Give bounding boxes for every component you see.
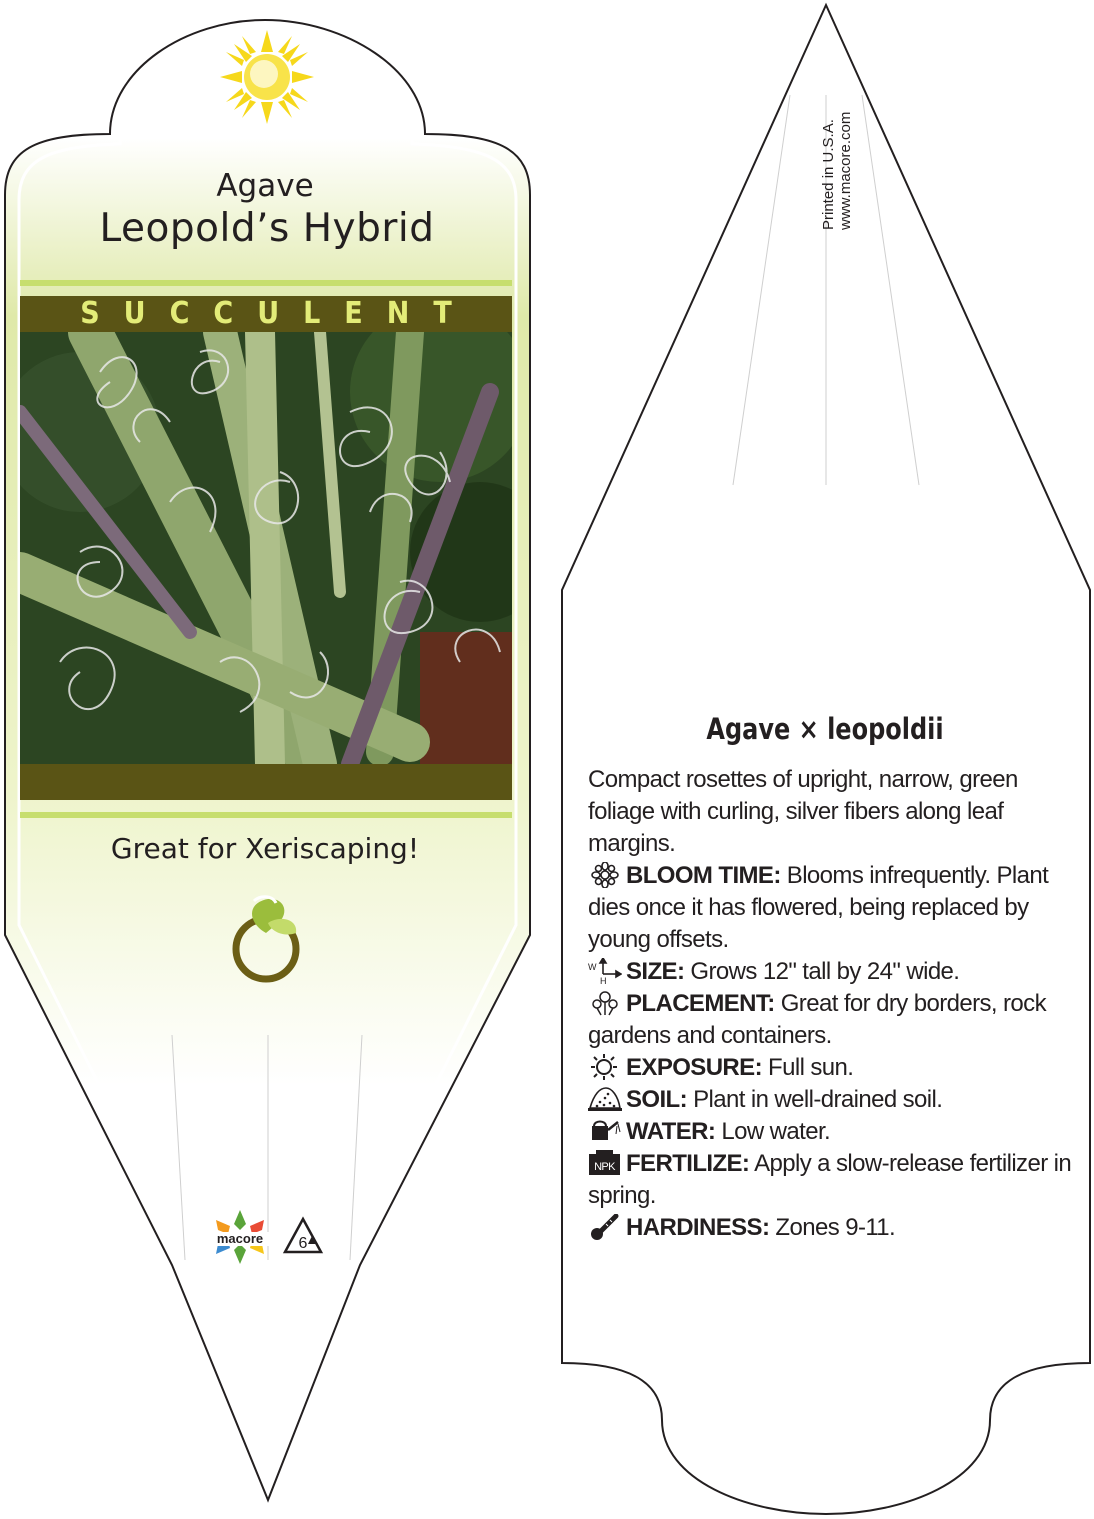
fertilizer-icon	[588, 1150, 622, 1176]
water-row	[588, 1116, 1074, 1148]
macore-logo	[208, 1208, 272, 1266]
soil-label: SOIL:	[626, 1086, 687, 1113]
water-label: WATER:	[626, 1118, 716, 1145]
size-text: Grows 12" tall by 24" wide.	[684, 958, 960, 985]
svg-text:NPK: NPK	[594, 1161, 615, 1173]
hardiness-row	[588, 1212, 1074, 1244]
cultivar-name: Leopold’s Hybrid	[99, 206, 435, 251]
soil-row	[588, 1084, 1074, 1116]
exposure-label: EXPOSURE:	[626, 1054, 762, 1081]
hardiness-label: HARDINESS:	[626, 1214, 770, 1241]
svg-text:W: W	[588, 962, 596, 972]
tagline: Great for Xeriscaping!	[110, 832, 420, 865]
macore-logo-text: macore	[216, 1231, 264, 1246]
size-row	[588, 956, 1074, 988]
flower-icon	[588, 862, 622, 888]
placement-row	[588, 988, 1074, 1052]
plant-description: Compact rosettes of upright, narrow, green foliage with curling, silver fibers along leaf margins.	[588, 766, 1018, 857]
fertilize-label: FERTILIZE:	[626, 1150, 750, 1177]
water-text: Low water.	[715, 1118, 831, 1145]
soil-icon	[588, 1086, 622, 1112]
fertilize-text: Apply a slow-release fertilizer in spring.	[588, 1150, 1072, 1209]
exposure-row	[588, 1052, 1074, 1084]
watering-can-icon	[588, 1118, 622, 1144]
genus-name: Agave	[216, 168, 314, 204]
recycle-code: 6	[298, 1235, 308, 1252]
top-green-rule	[20, 280, 512, 286]
fertilize-row	[588, 1148, 1074, 1212]
printer-credit	[820, 60, 854, 230]
website: www.macore.com	[837, 111, 854, 230]
care-info	[588, 764, 1074, 1244]
soil-text: Plant in well-drained soil.	[687, 1086, 943, 1113]
placement-icon	[588, 990, 622, 1016]
bloom-time-text: Blooms infrequently. Plant dies once it has flowered, being replaced by young offsets.	[588, 862, 1049, 953]
bloom-time-label: BLOOM TIME:	[626, 862, 781, 889]
placement-label: PLACEMENT:	[626, 990, 775, 1017]
svg-text:H: H	[600, 976, 606, 984]
category-band: SUCCULENT	[20, 296, 512, 332]
sprout-icon	[228, 893, 304, 985]
placement-text: Great for dry borders, rock gardens and containers.	[588, 990, 1046, 1049]
bloom-time-row	[588, 860, 1074, 956]
size-label: SIZE:	[626, 958, 685, 985]
full-sun-icon	[220, 30, 314, 124]
exposure-text: Full sun.	[761, 1054, 854, 1081]
thermometer-icon	[588, 1214, 622, 1240]
bottom-green-rule	[20, 812, 512, 818]
size-icon	[588, 958, 622, 984]
recycle-icon	[282, 1216, 324, 1256]
hardiness-text: Zones 9-11.	[769, 1214, 896, 1241]
photo-footer-band	[20, 764, 512, 800]
botanical-name: Agave × leopoldii	[706, 712, 944, 746]
sun-exposure-icon	[588, 1054, 622, 1080]
printed-in-usa: Printed in U.S.A.	[820, 119, 837, 230]
plant-photo	[20, 332, 512, 764]
